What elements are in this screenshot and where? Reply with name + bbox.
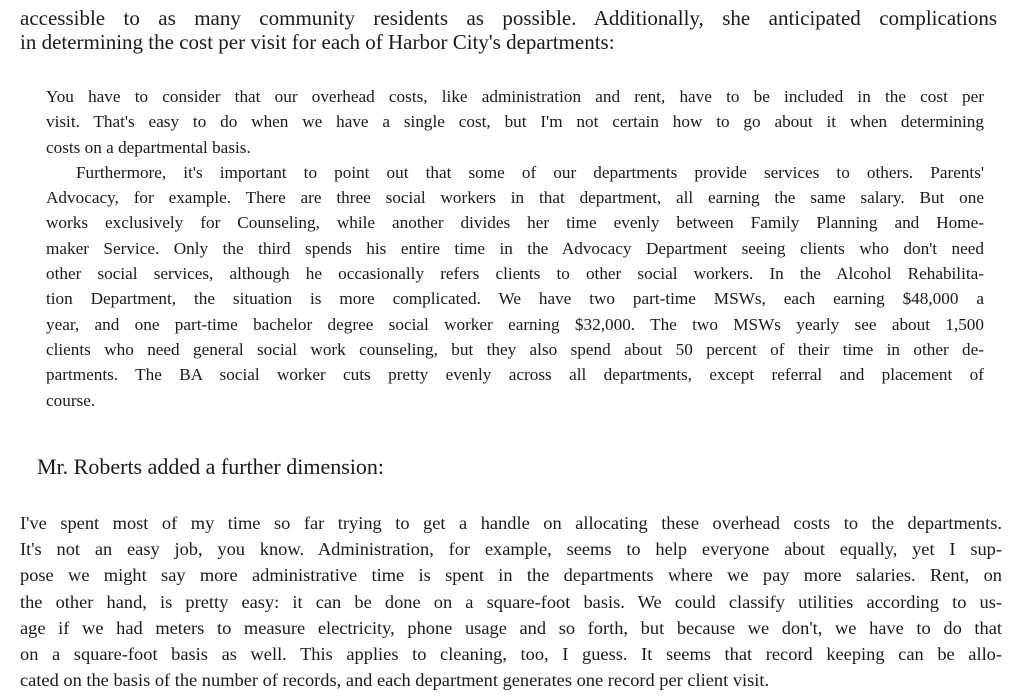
quote-line: partments. The BA social worker cuts pretty evenly across all departments, except referral and placement of xyxy=(46,365,984,385)
quote-line: course. xyxy=(46,390,96,410)
quote-line: pose we might say more administrative time is spent in the departments where we pay more salaries. Rent, on xyxy=(20,565,1002,586)
quote-line: cated on the basis of the number of records, and each department generates one record per client visit. xyxy=(20,670,770,691)
quote-line: Furthermore, it's important to point out that some of our departments provide services to others. Parents' xyxy=(76,162,984,182)
quote-line: year, and one part-time bachelor degree social worker earning $32,000. The two MSWs yearly see about 1,500 xyxy=(46,314,984,334)
section-heading xyxy=(37,453,637,481)
intro-paragraph xyxy=(20,6,997,54)
quote-line: tion Department, the situation is more complicated. We have two part-time MSWs, each earning $48,000 a xyxy=(46,289,984,309)
quote-line: It's not an easy job, you know. Administration, for example, seems to help everyone about equally, yet I sup- xyxy=(20,539,1002,560)
second-quotation xyxy=(20,510,1002,693)
quote-line: I've spent most of my time so far trying to get a handle on allocating these overhead costs to the departments. xyxy=(20,513,1002,533)
quote-line: maker Service. Only the third spends his entire time in the Advocacy Department seeing clients who don't need xyxy=(46,238,984,258)
quote-line: on a square-foot basis as well. This applies to cleaning, too, I guess. It seems that record keeping can be allo- xyxy=(20,644,1002,665)
quote-line: clients who need general social work counseling, but they also spend about 50 percent of their time in other de- xyxy=(46,339,984,359)
first-quotation xyxy=(46,84,984,413)
quote-line: works exclusively for Counseling, while another divides her time evenly between Family Planning and Home- xyxy=(46,213,984,233)
heading-text: Mr. Roberts added a further dimension: xyxy=(37,454,385,479)
quote-line: You have to consider that our overhead costs, like administration and rent, have to be included in the cost per xyxy=(46,87,984,106)
intro-line: accessible to as many community residents as possible. Additionally, she anticipated complications xyxy=(20,6,997,30)
quote-line: visit. That's easy to do when we have a single cost, but I'm not certain how to go about it when determining xyxy=(46,112,984,132)
quote-line: costs on a departmental basis. xyxy=(46,137,251,157)
intro-line: in determining the cost per visit for each of Harbor City's departments: xyxy=(20,30,615,54)
quote-line: Advocacy, for example. There are three social workers in that department, all earning the same salary. But one xyxy=(46,188,984,208)
quote-line: the other hand, is pretty easy: it can be done on a square-foot basis. We could classify utilities according to us- xyxy=(20,591,1002,612)
quote-line: age if we had meters to measure electricity, phone usage and so forth, but because we don't, we have to do that xyxy=(20,617,1002,638)
quote-line: other social services, although he occasionally refers clients to other social workers. In the Alcohol Rehabilita- xyxy=(46,264,984,284)
